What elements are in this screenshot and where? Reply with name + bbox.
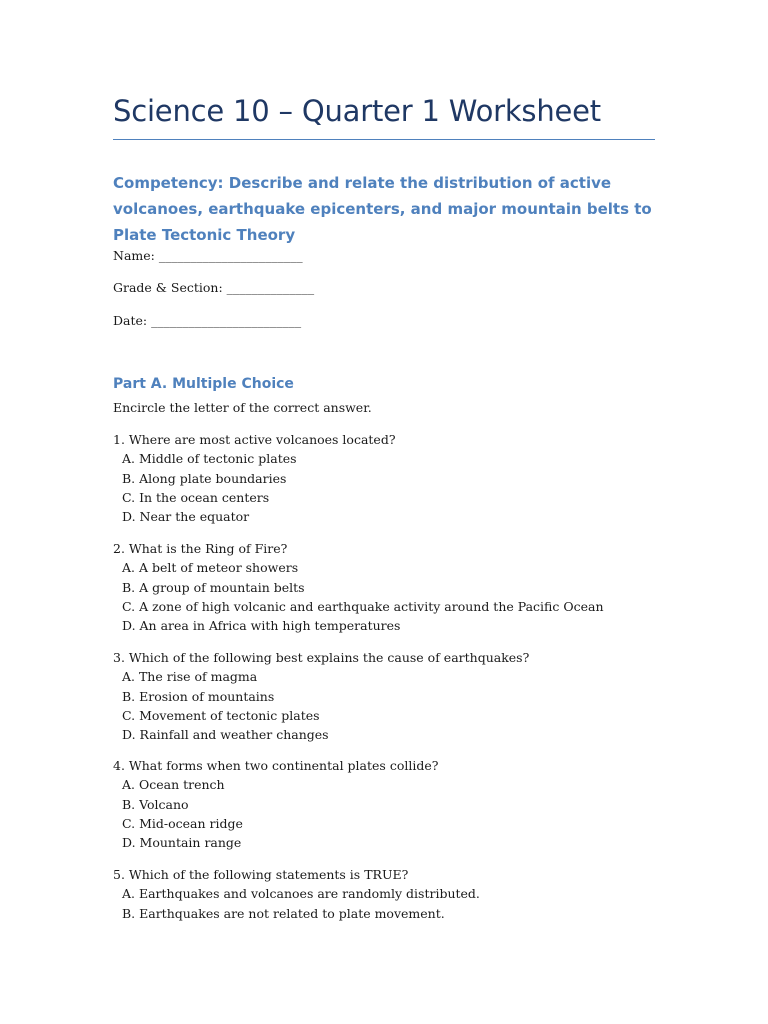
option-b: B. A group of mountain belts	[122, 579, 305, 595]
question-3	[113, 648, 658, 744]
competency-heading: Competency: Describe and relate the distribution of active volcanoes, earthquake epicenters, and major mountain belts to Plate Tectonic Theory	[113, 174, 652, 244]
option-d: D. Rainfall and weather changes	[122, 727, 329, 743]
option-c: C. Movement of tectonic plates	[122, 707, 320, 723]
name-field: Name: _______________________	[113, 248, 303, 263]
question-text: 4. What forms when two continental plates collide?	[113, 758, 439, 773]
question-5	[113, 865, 658, 923]
option-a: A. The rise of magma	[122, 669, 258, 685]
part-a-instruction: Encircle the letter of the correct answer.	[113, 400, 372, 415]
question-text: 5. Which of the following statements is TRUE?	[113, 867, 409, 882]
option-d: D. An area in Africa with high temperatures	[122, 618, 401, 634]
option-d: D. Near the equator	[122, 509, 250, 525]
part-a-heading: Part A. Multiple Choice	[113, 376, 294, 392]
option-d: D. Mountain range	[122, 835, 242, 851]
question-1	[113, 430, 658, 526]
question-2	[113, 539, 658, 635]
option-a: A. Earthquakes and volcanoes are randomly distributed.	[122, 886, 480, 902]
title-divider	[113, 139, 655, 140]
option-b: B. Earthquakes are not related to plate movement.	[122, 905, 445, 921]
option-c: C. Mid-ocean ridge	[122, 815, 243, 831]
option-a: A. A belt of meteor showers	[122, 560, 299, 576]
question-text: 3. Which of the following best explains the cause of earthquakes?	[113, 650, 530, 665]
grade-section-field: Grade & Section: ______________	[113, 280, 315, 295]
question-text: 2. What is the Ring of Fire?	[113, 541, 288, 556]
option-b: B. Along plate boundaries	[122, 470, 287, 486]
option-a: A. Middle of tectonic plates	[122, 451, 297, 467]
page-title: Science 10 – Quarter 1 Worksheet	[113, 94, 601, 128]
option-a: A. Ocean trench	[122, 777, 225, 793]
option-b: B. Erosion of mountains	[122, 688, 275, 704]
option-b: B. Volcano	[122, 796, 189, 812]
date-field: Date: ________________________	[113, 313, 302, 328]
option-c: C. A zone of high volcanic and earthquake activity around the Pacific Ocean	[122, 598, 604, 614]
question-4	[113, 756, 658, 852]
option-c: C. In the ocean centers	[122, 489, 270, 505]
question-text: 1. Where are most active volcanoes located?	[113, 432, 396, 447]
